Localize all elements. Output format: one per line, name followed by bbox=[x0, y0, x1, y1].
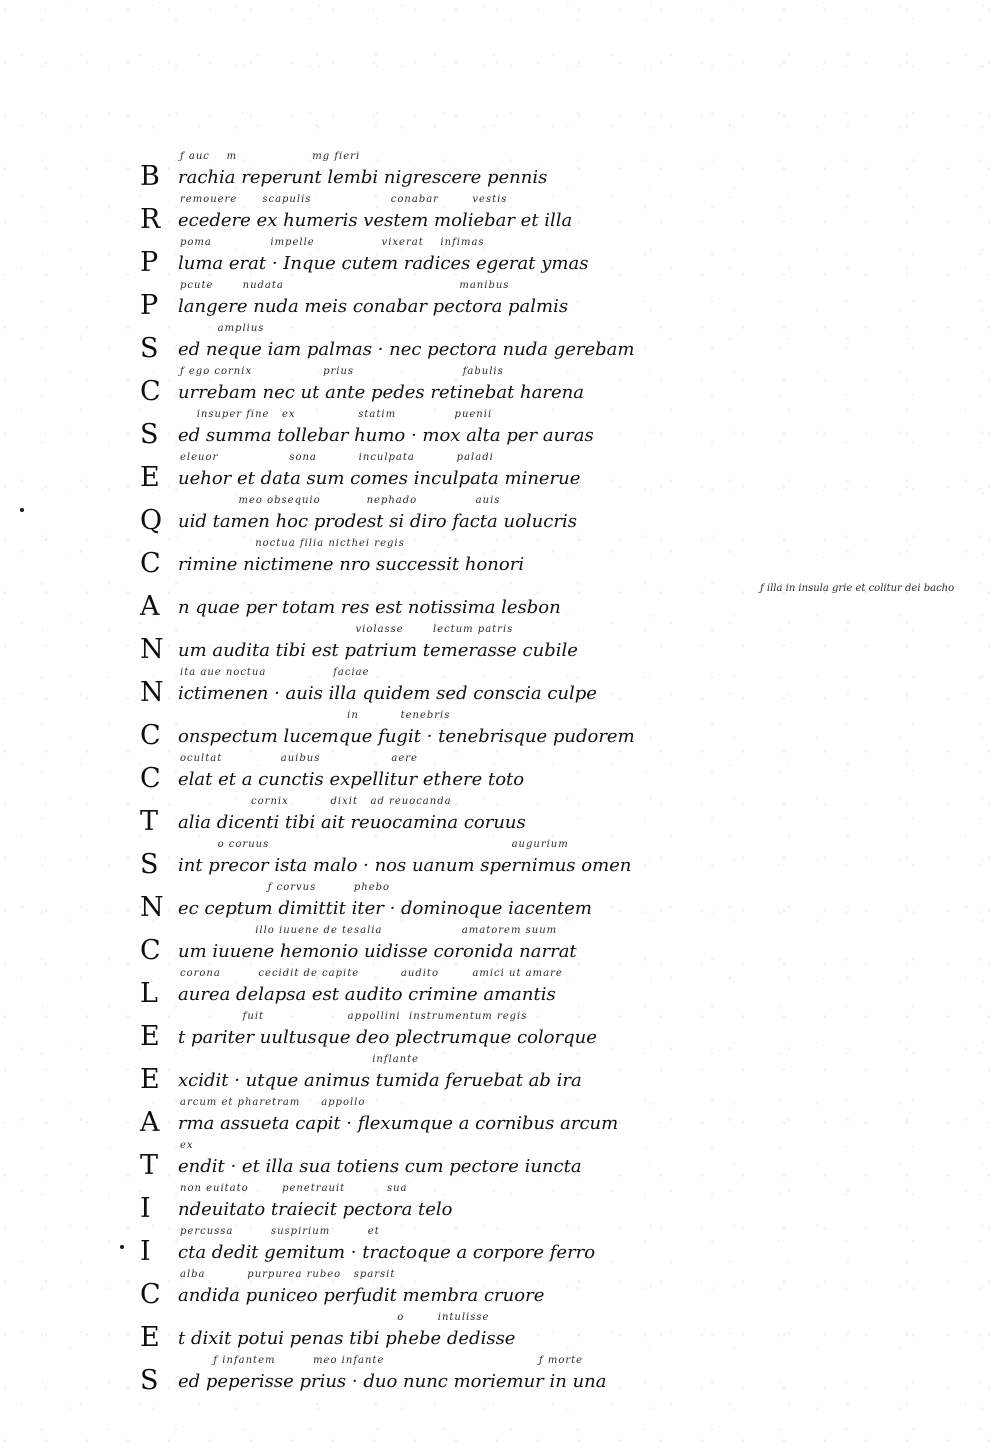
manuscript-page bbox=[140, 150, 955, 1410]
verse-initial: T bbox=[140, 1150, 159, 1181]
interlinear-gloss: violasse lectum patris bbox=[180, 624, 514, 635]
interlinear-gloss: corona cecidit de capite audito amici ut amare bbox=[180, 968, 563, 979]
interlinear-gloss: amplius bbox=[180, 323, 265, 334]
verse-initial: E bbox=[140, 1021, 160, 1052]
verse-line bbox=[140, 1268, 840, 1310]
verse-line bbox=[140, 623, 840, 665]
verse-line bbox=[140, 537, 840, 579]
verse-text: t pariter uultusque deo plectrumque colorque bbox=[178, 1027, 597, 1048]
verse-text: ed peperisse prius · duo nunc moriemur in una bbox=[178, 1371, 607, 1392]
verse-text: aurea delapsa est audito crimine amantis bbox=[178, 984, 556, 1005]
verse-initial: N bbox=[140, 677, 164, 708]
verse-initial: S bbox=[140, 333, 159, 364]
verse-text: elat et a cunctis expellitur ethere toto bbox=[178, 769, 525, 790]
verse-line bbox=[140, 666, 840, 708]
verse-text: ndeuitato traiecit pectora telo bbox=[178, 1199, 453, 1220]
interlinear-gloss: ƒ infantem meo infante ƒ morte bbox=[180, 1355, 584, 1366]
verse-line bbox=[140, 236, 840, 278]
verse-initial: C bbox=[140, 548, 161, 579]
verse-line bbox=[140, 408, 840, 450]
verse-line bbox=[140, 967, 840, 1009]
verse-initial: Q bbox=[140, 505, 163, 536]
verse-initial: I bbox=[140, 1236, 151, 1267]
verse-line bbox=[140, 924, 840, 966]
verse-text: onspectum lucemque fugit · tenebrisque pudorem bbox=[178, 726, 635, 747]
verse-text: urrebam nec ut ante pedes retinebat harena bbox=[178, 382, 584, 403]
verse-text: endit · et illa sua totiens cum pectore iuncta bbox=[178, 1156, 582, 1177]
verse-line bbox=[140, 279, 840, 321]
verse-line bbox=[140, 451, 840, 493]
verse-line bbox=[140, 838, 840, 880]
verse-initial: N bbox=[140, 634, 164, 665]
verse-initial: C bbox=[140, 376, 161, 407]
verse-initial: C bbox=[140, 935, 161, 966]
verse-text: ictimenen · auis illa quidem sed conscia culpe bbox=[178, 683, 597, 704]
verse-initial: R bbox=[140, 204, 161, 235]
verse-initial: S bbox=[140, 1365, 159, 1396]
verse-initial: A bbox=[140, 1107, 160, 1138]
verse-text: um iuuene hemonio uidisse coronida narrat bbox=[178, 941, 577, 962]
verse-text: t dixit potui penas tibi phebe dedisse bbox=[178, 1328, 516, 1349]
verse-initial: E bbox=[140, 1322, 160, 1353]
verse-initial: S bbox=[140, 419, 159, 450]
verse-text: uid tamen hoc prodest si diro facta uolucris bbox=[178, 511, 577, 532]
verse-text: langere nuda meis conabar pectora palmis bbox=[178, 296, 569, 317]
verse-text: uehor et data sum comes inculpata minerue bbox=[178, 468, 581, 489]
verse-initial: C bbox=[140, 720, 161, 751]
verse-text: alia dicenti tibi ait reuocamina coruus bbox=[178, 812, 526, 833]
verse-line bbox=[140, 1354, 840, 1396]
verse-text: luma erat · Inque cutem radices egerat ymas bbox=[178, 253, 589, 274]
interlinear-gloss: arcum et pharetram appollo bbox=[180, 1097, 366, 1108]
interlinear-gloss: non euitato penetrauit sua bbox=[180, 1183, 408, 1194]
verse-line bbox=[140, 150, 840, 192]
interlinear-gloss: meo obsequio nephado auis bbox=[180, 495, 501, 506]
verse-text: ecedere ex humeris vestem moliebar et illa bbox=[178, 210, 573, 231]
verse-initial: E bbox=[140, 462, 160, 493]
verse-initial: N bbox=[140, 892, 164, 923]
interlinear-gloss: fuit appollini instrumentum regis bbox=[180, 1011, 528, 1022]
verse-text: andida puniceo perfudit membra cruore bbox=[178, 1285, 545, 1306]
interlinear-gloss: noctua filia nicthei regis bbox=[180, 538, 405, 549]
verse-line bbox=[140, 709, 840, 751]
verse-initial: L bbox=[140, 978, 158, 1009]
interlinear-gloss: ocultat auibus aere bbox=[180, 753, 418, 764]
interlinear-gloss: illo iuuene de tesalia amatorem suum bbox=[180, 925, 558, 936]
verse-initial: T bbox=[140, 806, 159, 837]
verse-line bbox=[140, 1010, 840, 1052]
verse-text: ec ceptum dimittit iter · dominoque iacentem bbox=[178, 898, 592, 919]
verse-text: ed summa tollebar humo · mox alta per auras bbox=[178, 425, 594, 446]
verse-text: rachia reperunt lembi nigrescere pennis bbox=[178, 167, 548, 188]
verse-line bbox=[140, 1311, 840, 1353]
interlinear-gloss: ex bbox=[180, 1140, 194, 1151]
verse-line bbox=[140, 1096, 840, 1138]
interlinear-gloss: ƒ corvus phebo bbox=[180, 882, 391, 893]
interlinear-gloss: percussa suspirium et bbox=[180, 1226, 380, 1237]
verse-initial: P bbox=[140, 247, 159, 278]
interlinear-gloss: remouere scapulis conabar vestis bbox=[180, 194, 508, 205]
verse-line bbox=[140, 580, 840, 622]
verse-text: ed neque iam palmas · nec pectora nuda gerebam bbox=[178, 339, 635, 360]
verse-initial: E bbox=[140, 1064, 160, 1095]
verse-text: xcidit · utque animus tumida feruebat ab ira bbox=[178, 1070, 582, 1091]
interlinear-gloss: o coruus augurium bbox=[180, 839, 569, 850]
verse-text: um audita tibi est patrium temerasse cubile bbox=[178, 640, 578, 661]
interlinear-gloss: pcute nudata manibus bbox=[180, 280, 510, 291]
verse-line bbox=[140, 1225, 840, 1267]
verse-line bbox=[140, 1139, 840, 1181]
verse-line bbox=[140, 1053, 840, 1095]
interlinear-gloss: ita aue noctua faciae bbox=[180, 667, 370, 678]
verse-line bbox=[140, 795, 840, 837]
verse-initial: C bbox=[140, 1279, 161, 1310]
verse-initial: I bbox=[140, 1193, 151, 1224]
interlinear-gloss: insuper fine ex statim puenii bbox=[180, 409, 493, 420]
interlinear-gloss: in tenebris bbox=[180, 710, 451, 721]
interlinear-gloss: ƒ ego cornix prius fabulis bbox=[180, 366, 504, 377]
verse-initial: S bbox=[140, 849, 159, 880]
interlinear-gloss: cornix dixit ad reuocanda bbox=[180, 796, 452, 807]
verse-line bbox=[140, 1182, 840, 1224]
verse-line bbox=[140, 365, 840, 407]
verse-text: int precor ista malo · nos uanum spernimus omen bbox=[178, 855, 632, 876]
verse-initial: P bbox=[140, 290, 159, 321]
interlinear-gloss: o intulisse bbox=[180, 1312, 490, 1323]
verse-line bbox=[140, 494, 840, 536]
interlinear-gloss: poma impelle vixerat infimas bbox=[180, 237, 485, 248]
margin-note: ƒ illa in insula grie et colitur dei bacho bbox=[760, 583, 955, 594]
verse-initial: A bbox=[140, 591, 160, 622]
verse-text: n quae per totam res est notissima lesbon bbox=[178, 597, 561, 618]
verse-line bbox=[140, 752, 840, 794]
interlinear-gloss: ƒ auc m mg fieri bbox=[180, 151, 361, 162]
verse-text: rma assueta capit · flexumque a cornibus arcum bbox=[178, 1113, 619, 1134]
interlinear-gloss: eleuor sona inculpata paladi bbox=[180, 452, 494, 463]
verse-initial: C bbox=[140, 763, 161, 794]
interlinear-gloss: inflante bbox=[180, 1054, 420, 1065]
verse-line bbox=[140, 322, 840, 364]
stray-ink-mark bbox=[120, 1245, 124, 1249]
verse-line bbox=[140, 881, 840, 923]
verse-initial: B bbox=[140, 161, 160, 192]
verse-text: cta dedit gemitum · tractoque a corpore ferro bbox=[178, 1242, 596, 1263]
verse-text: rimine nictimene nro successit honori bbox=[178, 554, 525, 575]
verse-line bbox=[140, 193, 840, 235]
interlinear-gloss: alba purpurea rubeo sparsit bbox=[180, 1269, 396, 1280]
stray-ink-mark bbox=[20, 508, 24, 512]
